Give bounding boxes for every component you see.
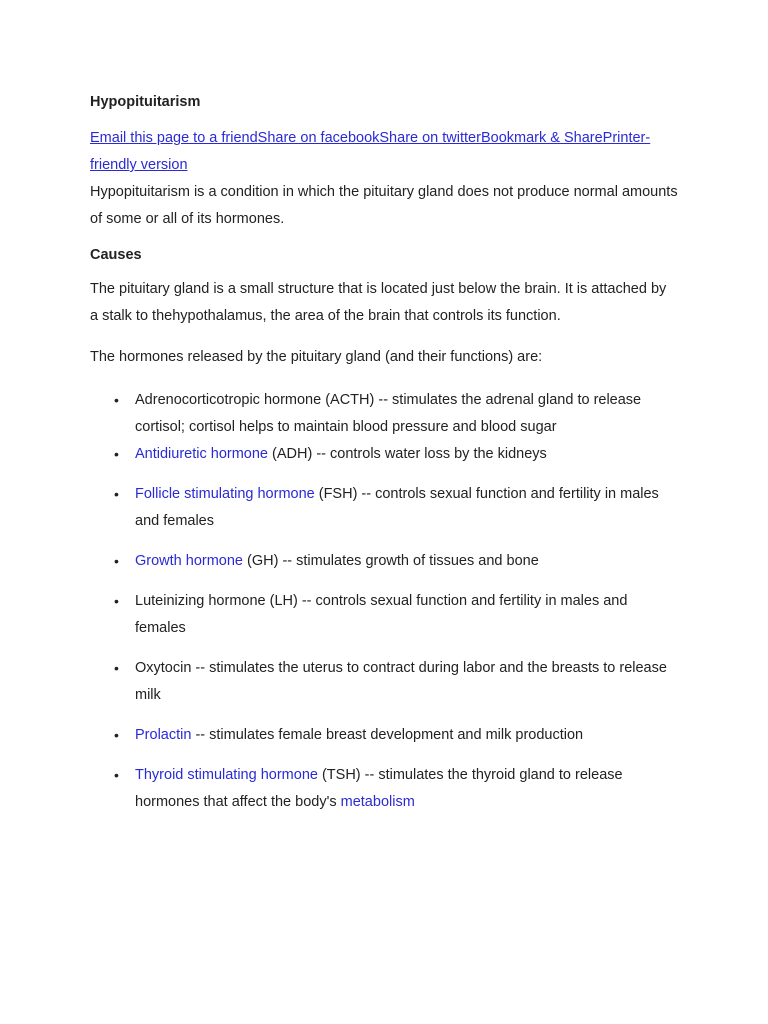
bookmark-share-link[interactable]: Bookmark & Share (480, 130, 603, 146)
list-item (114, 387, 678, 441)
list-item (114, 548, 678, 575)
page-title: Hypopituitarism (90, 94, 201, 110)
bullet-icon: • (114, 660, 119, 676)
causes-heading: Causes (90, 247, 142, 263)
email-friend-link[interactable]: Email this page to a friend (90, 130, 258, 146)
hormone-link-growth[interactable]: Growth hormone (135, 553, 243, 569)
printer-friendly-link[interactable]: Printer-friendly version (90, 130, 651, 173)
bullet-icon: • (114, 727, 119, 743)
intro-paragraph: Hypopituitarism is a condition in which the pituitary gland does not produce normal amounts of some or all of its hormones. (90, 184, 678, 227)
list-item (114, 655, 678, 709)
hormone-text: (FSH) -- controls sexual function and fertility in males and females (135, 486, 659, 529)
hormone-text: Luteinizing hormone (LH) -- controls sexual function and fertility in males and females (135, 593, 628, 636)
bullet-icon: • (114, 593, 119, 609)
hormone-link-prolactin[interactable]: Prolactin (135, 727, 192, 743)
hormone-text: Oxytocin -- stimulates the uterus to contract during labor and the breasts to release milk (135, 660, 667, 703)
bullet-icon: • (114, 553, 119, 569)
hormone-list (90, 387, 678, 816)
hormone-link-tsh[interactable]: Thyroid stimulating hormone (135, 767, 318, 783)
hormone-link-fsh[interactable]: Follicle stimulating hormone (135, 486, 315, 502)
hormone-text: Adrenocorticotropic hormone (ACTH) -- stimulates the adrenal gland to release cortisol; cortisol helps to maintain blood pressure and blood sugar (135, 392, 642, 435)
list-item (114, 441, 678, 468)
list-item (114, 762, 678, 816)
hormone-text: (TSH) -- stimulates the thyroid gland to release hormones that affect the body's (135, 767, 623, 810)
bullet-icon: • (114, 767, 119, 783)
hormone-text: -- stimulates female breast development and milk production (191, 727, 584, 743)
bullet-icon: • (114, 486, 119, 502)
metabolism-link[interactable]: metabolism (340, 794, 415, 810)
bullet-icon: • (114, 446, 119, 462)
share-facebook-link[interactable]: Share on facebook (257, 130, 380, 146)
list-item (114, 722, 678, 749)
list-item (114, 481, 678, 535)
hormone-text: (ADH) -- controls water loss by the kidneys (268, 446, 547, 462)
share-links (90, 125, 678, 179)
causes-paragraph-2: The hormones released by the pituitary gland (and their functions) are: (90, 349, 543, 365)
hormone-link-antidiuretic[interactable]: Antidiuretic hormone (135, 446, 268, 462)
share-twitter-link[interactable]: Share on twitter (379, 130, 481, 146)
bullet-icon: • (114, 392, 119, 408)
list-item (114, 588, 678, 642)
causes-paragraph-1: The pituitary gland is a small structure that is located just below the brain. It is attached by a stalk to thehypothalamus, the area of the brain that controls its function. (90, 281, 667, 324)
hormone-text: (GH) -- stimulates growth of tissues and bone (243, 553, 539, 569)
